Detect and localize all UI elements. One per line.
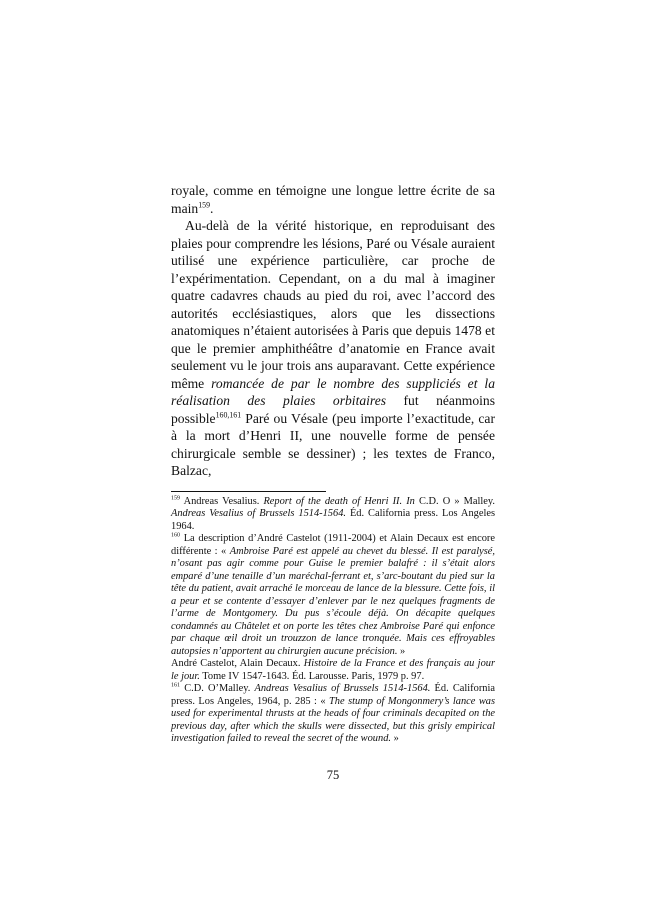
footnote-number: 160 — [171, 532, 181, 539]
footnote-italic: The stump of Mongonmery’s lance was used for experimental thrusts at the heads of four criminals decapited on the previous day, after which the skulls were dissected, but this grisly empirical investigation failed to reveal the secret of the wound. — [171, 695, 495, 744]
footnotes — [171, 496, 495, 746]
footnote-text: Andreas Vesalius. — [180, 495, 264, 507]
footnote-italic: Report of the death of Henri II. In — [263, 495, 415, 507]
footnote-text: » — [390, 733, 399, 744]
footnote-italic: Ambroise Paré est appelé au chevet du blessé. Il est paralysé, n’osant pas agir comme pour Guise le premier balafré : il s’était alors emparé d’une tenaille d’un maréchal-ferrant et, s’arc-boutant du pied sur la tête du patient, avait arraché le morceau de lance de la blessure. Cette fois, il a peur et se contente d’essayer d’enlever par le nez quelques fragments de l’arme de Montgomery. Du pus s’écoule déjà. On décapite quelques condamnés au Châtelet et on porte les têtes chez Ambroise Paré qui enfonce par chaque œil droit un trouzzon de lance tronquée. Mais ces effroyables autopsies n’apportent au chirurgien aucune précision. — [171, 545, 495, 657]
paragraph-text: Paré ou Vésale (peu importe l’exactitude, car à la mort d’Henri II, une nouvelle forme de pensée chirurgicale semble se dessiner) ; les textes de Franco, Balzac, — [171, 410, 495, 478]
paragraph-text: fut néanmoins possible — [171, 393, 495, 426]
footnote-text: » — [397, 645, 406, 657]
page-number: 75 — [326, 768, 340, 782]
footnote-160 — [171, 533, 495, 658]
footnote-number: 161 — [171, 682, 181, 689]
footnote-number: 159 — [171, 495, 181, 502]
footnote-text: C.D. O’Malley. — [180, 683, 255, 694]
footnote-159 — [171, 496, 495, 534]
footnote-161 — [171, 683, 495, 746]
paragraph-1 — [171, 182, 495, 217]
footnote-castelot — [171, 658, 495, 683]
footnote-text: Tome IV 1547-1643. Éd. Larousse. Paris, 1979 p. 97. — [199, 670, 425, 682]
footnote-text: Éd. California press. Los Angeles, 1964, p. 285 : « — [171, 683, 495, 707]
footnote-text: André Castelot, Alain Decaux. — [171, 658, 304, 669]
paragraph-text: Au-delà de la vérité historique, en reproduisant des plaies pour comprendre les lésions, Paré ou Vésale auraient utilisé une expérience particulière, car proche de l’expérimentation. Cependant, on a du mal à imaginer quatre cadavres chauds au pied du roi, avec l’accord des autorités ecclésiastiques, alors que les dissections anatomiques n’étaient autorisées à Paris que depuis 1478 et que le premier amphithéâtre d’anatomie en France avait seulement vu le jour trois ans auparavant. Cette expérience même — [171, 218, 495, 391]
footnote-text: Éd. California press. Los Angeles 1964. — [171, 508, 495, 532]
footnote-italic: Histoire de la France et des français au jour le jour. — [171, 658, 495, 682]
main-text — [171, 182, 495, 480]
footnote-text: C.D. O » Malley. — [414, 495, 495, 507]
footnote-italic: Andreas Vesalius of Brussels 1514-1564. — [171, 508, 346, 519]
footnote-italic: Andreas Vesalius of Brussels 1514-1564. — [254, 683, 431, 694]
paragraph-2 — [171, 217, 495, 480]
paragraph-text: . — [210, 200, 214, 216]
footnote-ref-159: 159 — [198, 199, 210, 209]
page-content — [171, 182, 495, 746]
footnote-ref-160-161: 160,161 — [215, 409, 242, 419]
paragraph-text: royale, comme en témoigne une longue lettre écrite de sa main — [171, 183, 495, 216]
footnote-separator — [171, 491, 326, 492]
italic-text: romancée de par le nombre des suppliciés et la réalisation des plaies orbitaires — [171, 375, 495, 408]
footnote-text: La description d’André Castelot (1911-2004) et Alain Decaux est encore différente : « — [171, 533, 495, 557]
